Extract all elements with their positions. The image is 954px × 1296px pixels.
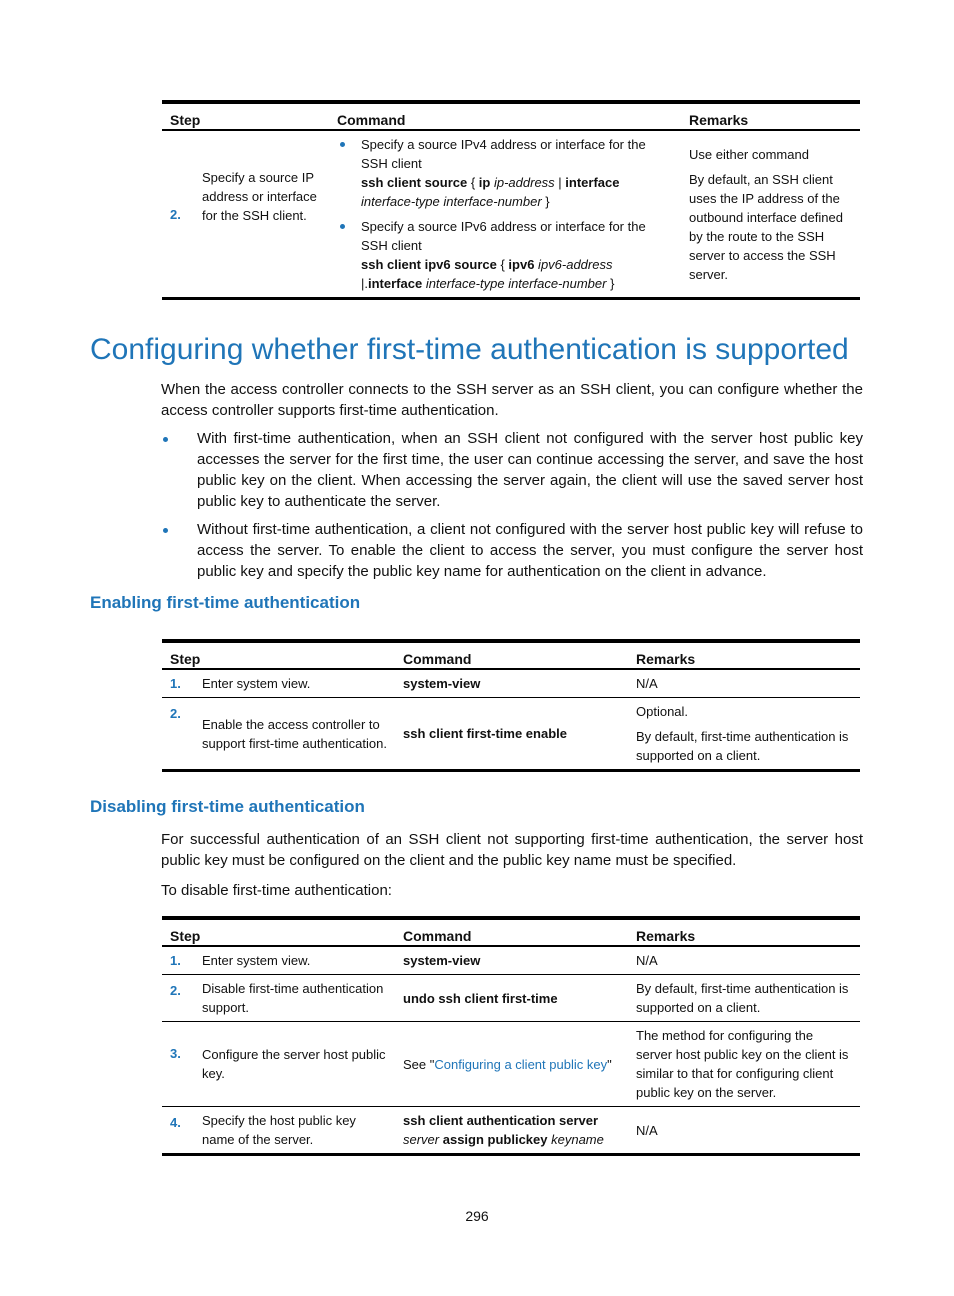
remarks-cell: N/A bbox=[628, 946, 860, 975]
table-header-row bbox=[162, 918, 860, 946]
argument: server bbox=[403, 1132, 440, 1147]
disabling-lead: To disable first-time authentication: bbox=[161, 882, 392, 899]
subsection-title-enabling: Enabling first-time authentication bbox=[90, 593, 361, 612]
list-item bbox=[161, 519, 863, 582]
header-remarks: Remarks bbox=[628, 641, 860, 669]
table-header-row bbox=[162, 102, 860, 130]
step-number: 2. bbox=[162, 130, 194, 299]
header-command: Command bbox=[395, 641, 628, 669]
keyword: ssh client authentication server bbox=[403, 1113, 599, 1128]
command-description: Specify a source IPv6 address or interface for the SSH client bbox=[361, 219, 646, 253]
command-cell: undo ssh client first-time bbox=[395, 975, 628, 1022]
link-configuring-client-public-key[interactable]: Configuring a client public key bbox=[434, 1056, 608, 1072]
keyword: interface bbox=[368, 276, 423, 291]
command-cell bbox=[395, 1107, 628, 1155]
argument: interface-type interface-number bbox=[422, 276, 607, 291]
remark-text: By default, an SSH client uses the IP address of the outbound interface defined by the route to the SSH server to access the SSH server. bbox=[689, 171, 843, 282]
command-syntax bbox=[361, 173, 673, 211]
list-item bbox=[161, 428, 863, 512]
remarks-cell bbox=[628, 698, 860, 771]
step-number: 1. bbox=[162, 946, 194, 975]
bullet-icon bbox=[340, 224, 345, 229]
disabling-body bbox=[161, 829, 863, 901]
subsection-title-disabling: Disabling first-time authentication bbox=[90, 797, 365, 816]
bullet-icon bbox=[163, 528, 168, 533]
remarks-cell bbox=[681, 130, 860, 299]
table-row bbox=[162, 669, 860, 698]
keyword: ip bbox=[478, 175, 491, 190]
command-description: Specify a source IPv4 address or interface for the SSH client bbox=[361, 137, 646, 171]
keyword: ipv6 bbox=[508, 257, 535, 272]
header-command: Command bbox=[395, 918, 628, 946]
command-cell bbox=[329, 130, 681, 299]
argument: ip-address bbox=[490, 175, 555, 190]
step-number: 2. bbox=[162, 698, 194, 771]
keyword: assign publickey bbox=[439, 1132, 548, 1147]
remarks-cell: The method for configuring the server host public key on the client is similar to that for configuring client public key on the server. bbox=[628, 1022, 860, 1107]
intro-paragraph: When the access controller connects to the SSH server as an SSH client, you can configure whether the access controller supports first-time authentication. bbox=[161, 381, 863, 419]
keyword: interface bbox=[565, 175, 620, 190]
steps-table bbox=[162, 100, 860, 300]
command-option-ipv4 bbox=[337, 135, 673, 211]
table-row bbox=[162, 975, 860, 1022]
step-description: Specify a source IP address or interface for the SSH client. bbox=[194, 130, 329, 299]
step-description: Configure the server host public key. bbox=[194, 1022, 395, 1107]
command-text: See " bbox=[403, 1056, 435, 1072]
syntax-text: { bbox=[467, 175, 479, 190]
command-cell: system-view bbox=[395, 946, 628, 975]
header-step: Step bbox=[162, 641, 395, 669]
remarks-cell: By default, first-time authentication is supported on a client. bbox=[628, 975, 860, 1022]
command-cell: ssh client first-time enable bbox=[395, 698, 628, 771]
step-description: Specify the host public key name of the server. bbox=[194, 1107, 395, 1155]
command-text: " bbox=[607, 1056, 612, 1072]
remark-text: Use either command bbox=[689, 146, 809, 162]
table-row bbox=[162, 1022, 860, 1107]
disabling-paragraph: For successful authentication of an SSH client not supporting first-time authentication, the server host public key must be configured on the client and the public key name must be specified. bbox=[161, 831, 863, 869]
syntax-text: | bbox=[554, 175, 566, 190]
step-description: Disable first-time authentication support. bbox=[194, 975, 395, 1022]
syntax-text: |. bbox=[361, 276, 368, 291]
table-enabling bbox=[162, 639, 860, 772]
command-syntax bbox=[403, 1130, 620, 1149]
list-item-text: Without first-time authentication, a client not configured with the server host public key will refuse to access the server. To enable the client to access the server, you must configure the server host public key and specify the public key name for authentication on the client in advance. bbox=[197, 521, 863, 580]
step-number: 3. bbox=[162, 1022, 194, 1107]
command-option-ipv6 bbox=[337, 217, 673, 293]
section-title: Configuring whether first-time authentication is supported bbox=[90, 333, 849, 366]
remark-text: By default, first-time authentication is supported on a client. bbox=[636, 729, 849, 763]
syntax-text: { bbox=[496, 257, 509, 272]
command-syntax bbox=[361, 255, 673, 293]
remarks-cell: N/A bbox=[628, 669, 860, 698]
step-number: 4. bbox=[162, 1107, 194, 1155]
bullet-icon bbox=[163, 437, 168, 442]
table-disabling bbox=[162, 916, 860, 1156]
header-remarks: Remarks bbox=[628, 918, 860, 946]
section-body bbox=[161, 379, 863, 582]
header-step: Step bbox=[162, 918, 395, 946]
argument: interface-type interface-number bbox=[361, 194, 542, 209]
argument: keyname bbox=[547, 1132, 604, 1147]
list-item-text: With first-time authentication, when an SSH client not configured with the server host public key accesses the server for the first time, the user can continue accessing the server, and save the host public key on the client. When accessing the server again, the client will use the saved server host public key to authenticate the server. bbox=[197, 430, 863, 510]
step-number: 1. bbox=[162, 669, 194, 698]
step-description: Enter system view. bbox=[194, 946, 395, 975]
step-number: 2. bbox=[162, 975, 194, 1022]
table-row bbox=[162, 1107, 860, 1155]
keyword: ssh client source bbox=[361, 175, 468, 190]
steps-table bbox=[162, 916, 860, 1156]
header-remarks: Remarks bbox=[681, 102, 860, 130]
step-description: Enable the access controller to support first-time authentication. bbox=[194, 698, 395, 771]
table-row bbox=[162, 698, 860, 771]
table-row bbox=[162, 946, 860, 975]
syntax-text: } bbox=[541, 194, 550, 209]
command-cell bbox=[395, 1022, 628, 1107]
table-header-row bbox=[162, 641, 860, 669]
steps-table bbox=[162, 639, 860, 772]
command-cell: system-view bbox=[395, 669, 628, 698]
remark-text: Optional. bbox=[636, 704, 689, 719]
argument: ipv6-address bbox=[534, 257, 613, 272]
syntax-text: } bbox=[606, 276, 615, 291]
table-source-address bbox=[162, 100, 860, 300]
step-description: Enter system view. bbox=[194, 669, 395, 698]
bullet-icon bbox=[340, 142, 345, 147]
page-number: 296 bbox=[465, 1208, 489, 1224]
table-row bbox=[162, 130, 860, 299]
header-command: Command bbox=[329, 102, 681, 130]
header-step: Step bbox=[162, 102, 329, 130]
keyword: ssh client ipv6 source bbox=[361, 257, 497, 272]
remarks-cell: N/A bbox=[628, 1107, 860, 1155]
